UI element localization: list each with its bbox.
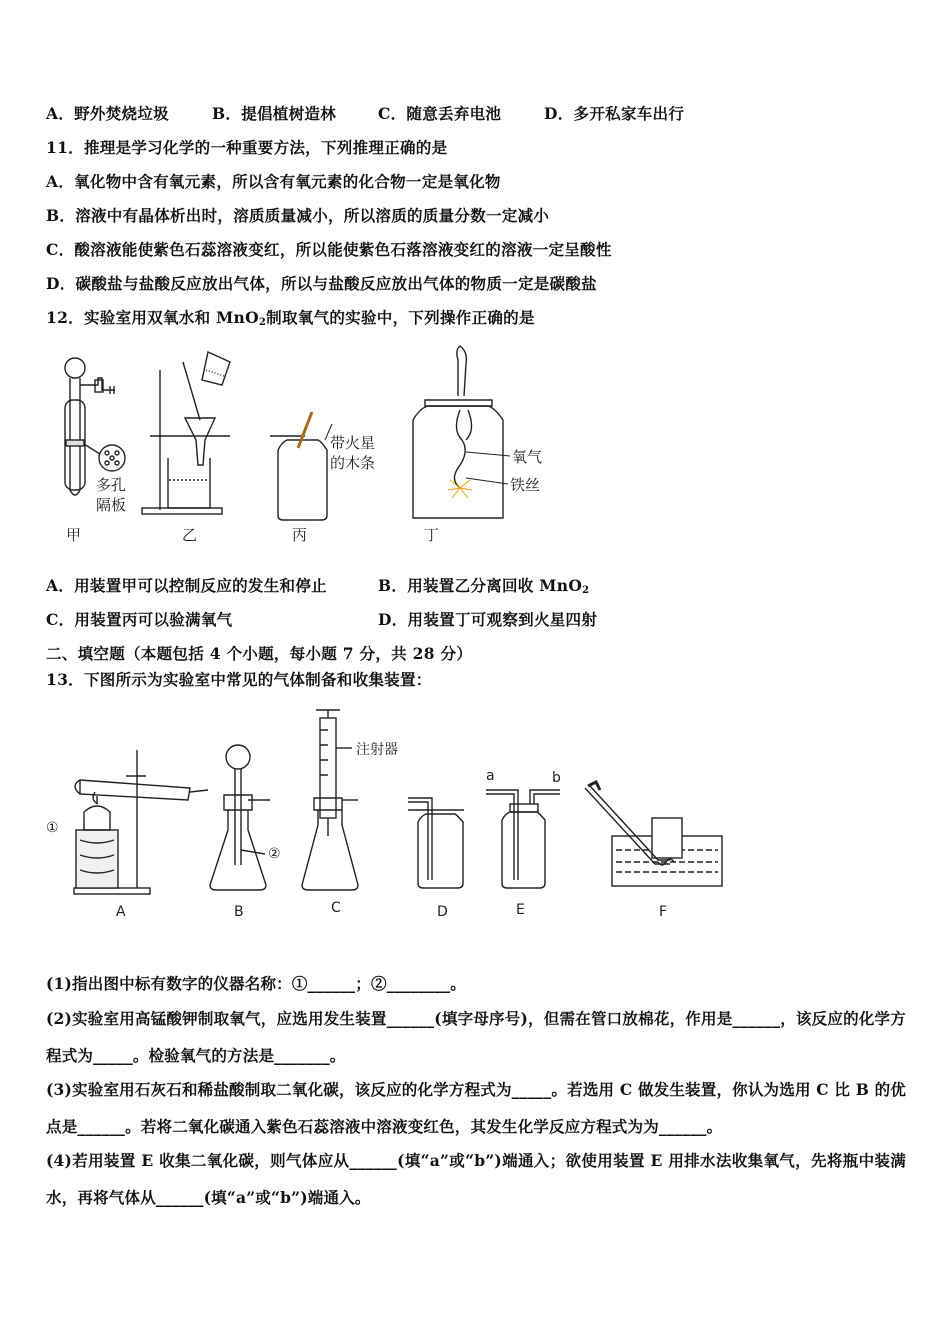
label-F: F xyxy=(659,904,668,920)
apparatus-jia xyxy=(65,358,125,495)
label-circle-1: ① xyxy=(46,820,59,836)
q12-stem-sub: 2 xyxy=(258,317,267,328)
apparatus-D xyxy=(408,798,464,888)
label-B: B xyxy=(234,904,244,920)
label-yi: 乙 xyxy=(182,526,198,544)
q12-stem-pre: 12．实验室用双氧水和 MnO xyxy=(46,308,259,327)
q12-stem-post: 制取氧气的实验中，下列操作正确的是 xyxy=(266,308,535,327)
sparks-icon xyxy=(448,480,472,498)
label-A: A xyxy=(116,904,126,920)
q10-option-b: B．提倡植树造林 xyxy=(212,104,337,123)
label-port-a: a xyxy=(486,768,495,784)
apparatus-bing xyxy=(270,412,327,520)
label-oxygen: 氧气 xyxy=(512,448,543,466)
label-syringe: 注射器 xyxy=(356,742,398,758)
apparatus-ding xyxy=(413,346,503,518)
q12-option-c: C．用装置丙可以验满氧气 xyxy=(46,610,233,629)
q12-figure xyxy=(40,340,560,550)
label-porous-2: 隔板 xyxy=(96,496,127,514)
q11-option-c: C．酸溶液能使紫色石蕊溶液变红，所以能使紫色石落溶液变红的溶液一定呈酸性 xyxy=(46,240,612,259)
q13-figure xyxy=(40,700,720,930)
label-C: C xyxy=(331,900,341,916)
q12-option-d: D．用装置丁可观察到火星四射 xyxy=(378,610,598,629)
q13-part-1: (1)指出图中标有数字的仪器名称：①______；②________。 xyxy=(46,974,466,993)
label-iron-wire: 铁丝 xyxy=(510,476,541,494)
label-circle-2: ② xyxy=(268,846,281,862)
label-bing: 丙 xyxy=(292,526,308,544)
q12-option-a: A．用装置甲可以控制反应的发生和停止 xyxy=(46,576,327,595)
q10-option-a: A．野外焚烧垃圾 xyxy=(46,104,169,123)
q12-option-b-sub: 2 xyxy=(582,585,590,596)
label-D: D xyxy=(437,904,448,920)
q10-option-c: C．随意丢弃电池 xyxy=(378,104,502,123)
apparatus-B xyxy=(210,745,270,890)
q13-part-3: (3)实验室用石灰石和稀盐酸制取二氧化碳，该反应的化学方程式为_____。若选用 C 做发生装置，你认为选用 C 比 B 的优点是______。若将二氧化碳通入紫色石蕊溶液中溶液变红色，其发生化学反应方程式为为______。 xyxy=(46,1080,906,1136)
apparatus-yi xyxy=(142,352,230,514)
q11-option-d: D．碳酸盐与盐酸反应放出气体，所以与盐酸反应放出气体的物质一定是碳酸盐 xyxy=(46,274,597,293)
label-splint-2: 的木条 xyxy=(330,454,376,472)
q13-part-4: (4)若用装置 E 收集二氧化碳，则气体应从______(填“a”或“b”)端通入；欲使用装置 E 用排水法收集氧气，先将瓶中装满水，再将气体从______(填“a”或“b”)端通入。 xyxy=(46,1151,906,1207)
section-heading: 二、填空题（本题包括 4 个小题，每小题 7 分，共 28 分） xyxy=(46,644,473,663)
apparatus-E xyxy=(486,790,560,888)
label-port-b: b xyxy=(552,770,561,786)
q12-option-b-pre: B．用装置乙分离回收 MnO xyxy=(378,576,583,595)
q11-stem: 11．推理是学习化学的一种重要方法，下列推理正确的是 xyxy=(46,138,448,157)
label-splint-1: 带火星 xyxy=(330,434,376,452)
apparatus-F xyxy=(585,782,722,886)
q13-stem: 13．下图所示为实验室中常见的气体制备和收集装置： xyxy=(46,670,432,689)
apparatus-C xyxy=(302,710,358,890)
q13-part-2: (2)实验室用高锰酸钾制取氧气，应选用发生装置______(填字母序号)，但需在管口放棉花，作用是______，该反应的化学方程式为_____。检验氧气的方法是_______。 xyxy=(46,1009,906,1065)
label-E: E xyxy=(516,902,525,918)
q10-option-d: D．多开私家车出行 xyxy=(544,104,685,123)
q11-option-b: B．溶液中有晶体析出时，溶质质量减小，所以溶质的质量分数一定减小 xyxy=(46,206,550,225)
q12-option-b xyxy=(378,574,589,596)
apparatus-A xyxy=(74,750,208,894)
label-porous-1: 多孔 xyxy=(96,476,127,494)
q11-option-a: A．氧化物中含有氧元素，所以含有氧元素的化合物一定是氧化物 xyxy=(46,172,501,191)
label-ding: 丁 xyxy=(424,526,440,544)
label-jia: 甲 xyxy=(66,526,82,544)
q12-stem xyxy=(46,306,535,328)
